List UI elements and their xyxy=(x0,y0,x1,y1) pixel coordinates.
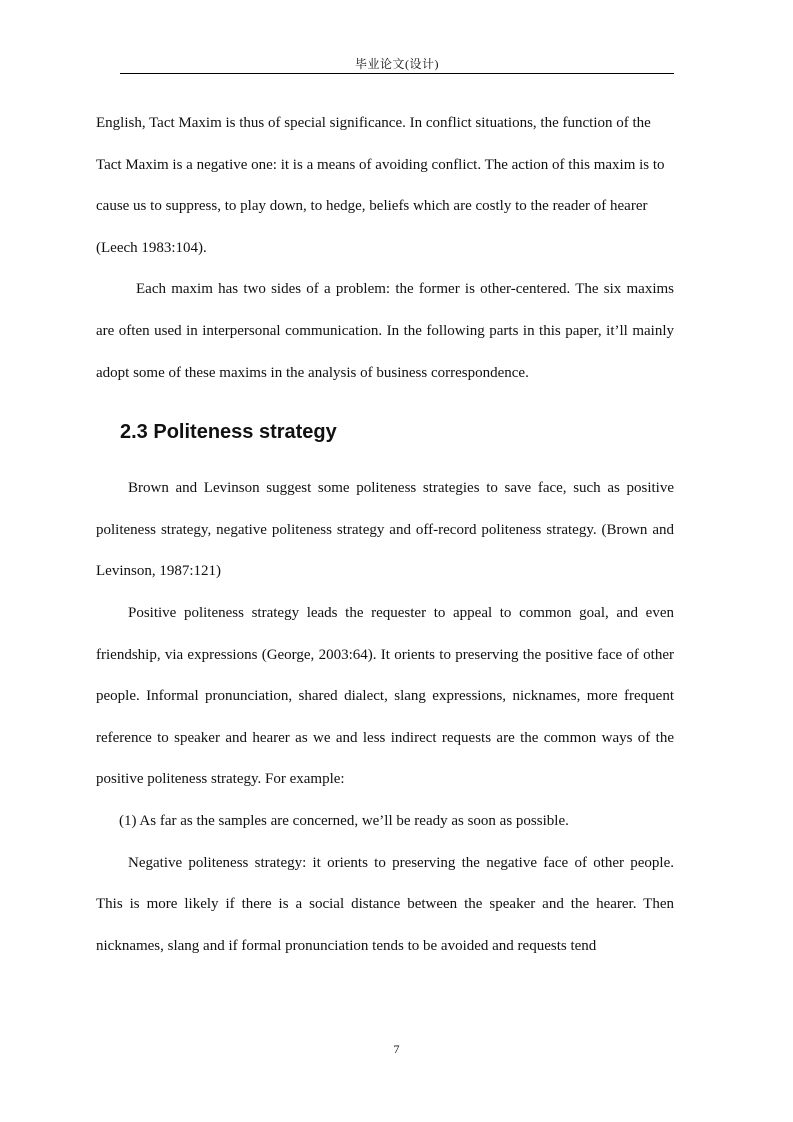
body-paragraph: Brown and Levinson suggest some politeness strategies to save face, such as positive politeness strategy, negative politeness strategy and off-record politeness strategy. (Brown and Levinson, 1987:121) xyxy=(96,480,674,580)
body-paragraph: Negative politeness strategy: it orients to preserving the negative face of other people. This is more likely if there is a social distance between the speaker and the hearer. Then nicknames, slang and if formal pronunciation tends to be avoided and requests tend xyxy=(96,854,674,954)
running-header: 毕业论文(设计) xyxy=(355,57,439,71)
header-rule xyxy=(120,73,674,74)
section-heading: 2.3 Politeness strategy xyxy=(120,421,337,444)
page-number: 7 xyxy=(393,1042,400,1056)
body-paragraph: English, Tact Maxim is thus of special significance. In conflict situations, the function of the Tact Maxim is a negative one: it is a means of avoiding conflict. The action of this maxim is to cause us to suppress, to play down, to hedge, beliefs which are costly to the reader of hearer (Leech 1983:104). xyxy=(96,115,665,256)
page-body xyxy=(96,103,674,967)
example-sentence: (1) As far as the samples are concerned, we’ll be ready as soon as possible. xyxy=(119,812,569,829)
body-paragraph: Each maxim has two sides of a problem: the former is other-centered. The six maxims are often used in interpersonal communication. In the following parts in this paper, it’ll mainly adopt some of these maxims in the analysis of business correspondence. xyxy=(96,281,674,381)
body-paragraph: Positive politeness strategy leads the requester to appeal to common goal, and even friendship, via expressions (George, 2003:64). It orients to preserving the positive face of other people. Informal pronunciation, shared dialect, slang expressions, nicknames, more frequent reference to speaker and hearer as we and less indirect requests are the common ways of the positive politeness strategy. For example: xyxy=(96,604,674,788)
